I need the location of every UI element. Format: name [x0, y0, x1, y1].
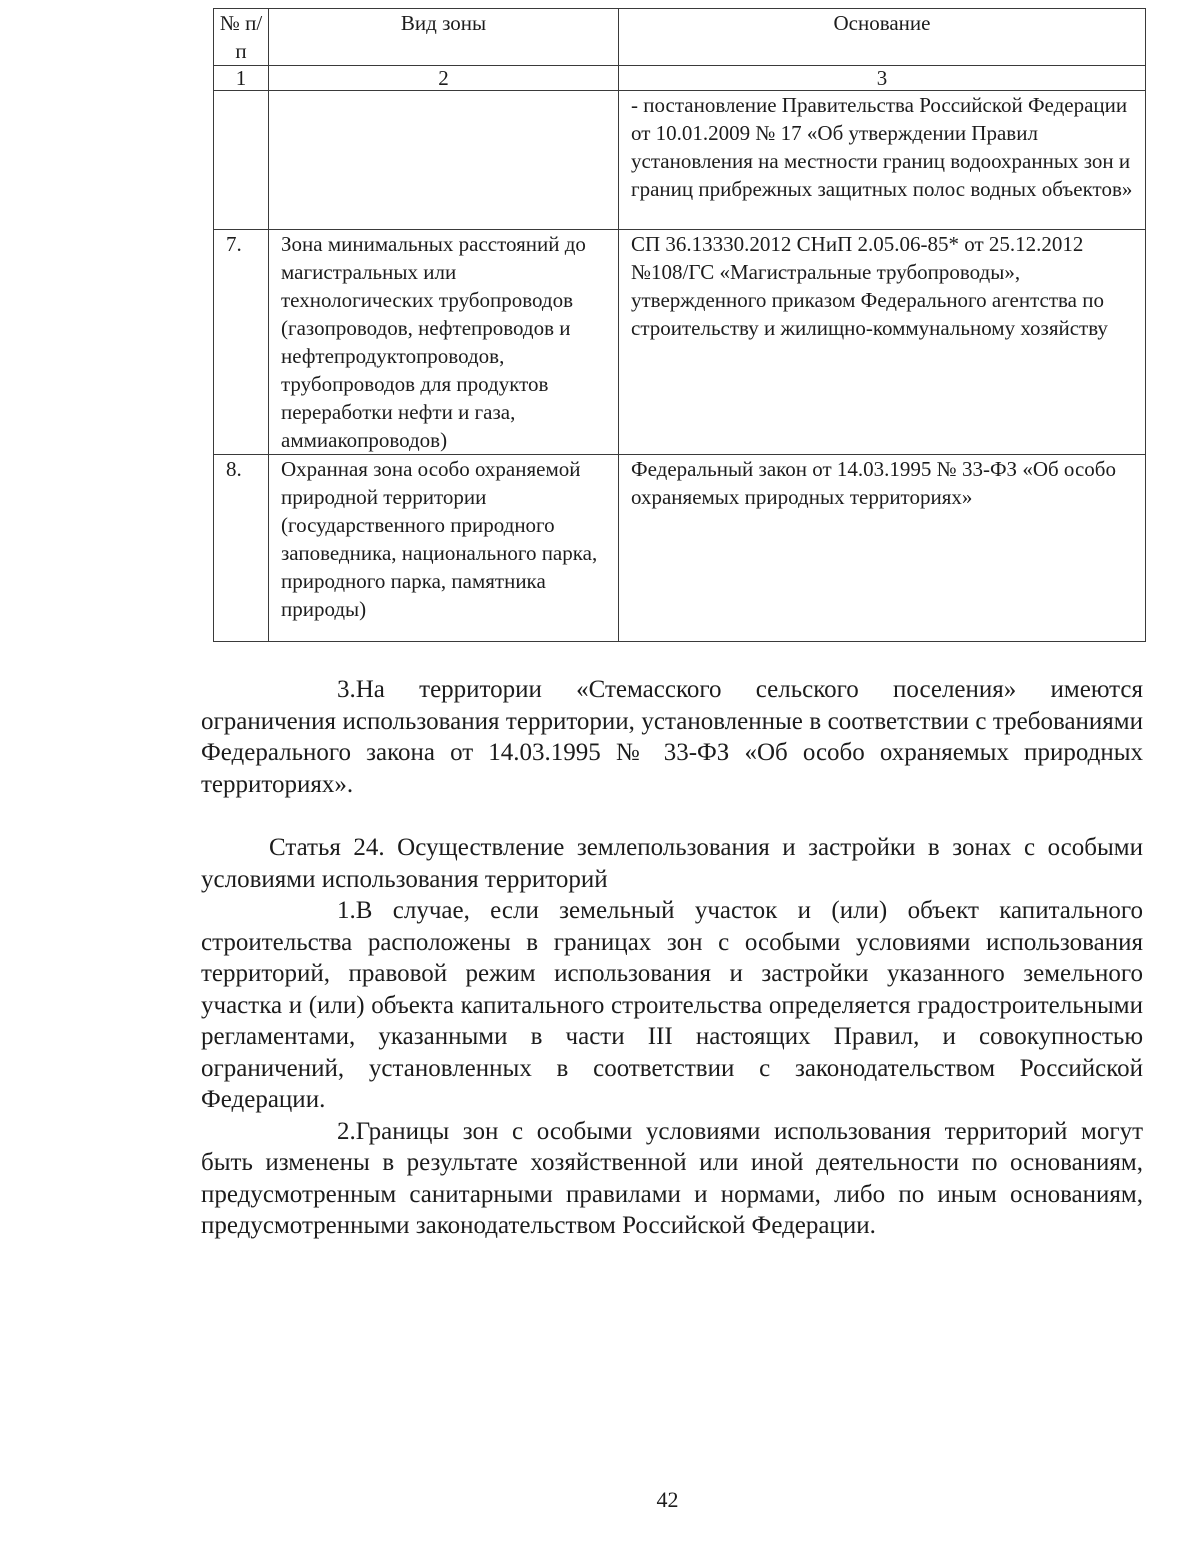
table-row	[214, 455, 1146, 642]
row-basis: СП 36.13330.2012 СНиП 2.05.06-85* от 25.12.2012 №108/ГС «Магистральные трубопроводы», утвержденного приказом Федерального агентства по строительству и жилищно-коммунальному хозяйству	[619, 230, 1146, 455]
article-24-item-2-label: 2.	[337, 1117, 356, 1145]
section-3-label: 3.	[337, 676, 356, 703]
header-number: № п/п	[214, 9, 269, 66]
article-24-item-1	[201, 895, 1143, 1116]
table-row	[214, 91, 1146, 230]
article-24-item-2-text: Границы зон с особыми условиями использования территорий могут быть изменены в результате хозяйственной или иной деятельности по основаниям, предусмотренным санитарными правилами и нормами, либо по иным основаниям, предусмотренными законодательством Российской Федерации.	[201, 1117, 1143, 1239]
zones-table	[213, 8, 1146, 642]
article-24	[201, 832, 1143, 1242]
table-row	[214, 230, 1146, 455]
row-zone-type: Зона минимальных расстояний до магистральных или технологических трубопроводов (газопроводов, нефтепроводов и нефтепродуктопроводов, трубопроводов для продуктов переработки нефти и газа, аммиакопроводов)	[269, 230, 619, 455]
row-number	[214, 91, 269, 230]
section-3	[201, 674, 1143, 800]
article-24-item-1-label: 1.	[337, 897, 356, 924]
section-3-text: На территории «Стемасского сельского поселения» имеются ограничения использования территории, установленные в соответствии с требованиями Федерального закона от 14.03.1995 № 33-ФЗ «Об особо охраняемых природных территориях».	[201, 676, 1143, 798]
article-24-title: Статья 24. Осуществление землепользования и застройки в зонах с особыми условиями использования территорий	[201, 834, 1143, 893]
column-number-3: 3	[619, 66, 1146, 91]
header-zone-type: Вид зоны	[269, 9, 619, 66]
row-basis: Федеральный закон от 14.03.1995 № 33-ФЗ «Об особо охраняемых природных территориях»	[619, 455, 1146, 642]
article-24-item-2	[201, 1116, 1143, 1242]
column-number-1: 1	[214, 66, 269, 91]
section-3-paragraph	[201, 674, 1143, 800]
page-number: 42	[656, 1487, 679, 1512]
table-header-row	[214, 9, 1146, 66]
row-number: 8.	[214, 455, 269, 642]
table-column-numbers-row	[214, 66, 1146, 91]
row-zone-type	[269, 91, 619, 230]
row-zone-type: Охранная зона особо охраняемой природной территории (государственного природного заповедника, национального парка, природного парка, памятника природы)	[269, 455, 619, 642]
article-24-item-1-text: В случае, если земельный участок и (или) объект капитального строительства расположены в границах зон с особыми условиями использования территорий, правовой режим использования и застройки указанного земельного участка и (или) объекта капитального строительства определяется градостроительными регламентами, указанными в части III настоящих Правил, и совокупностью ограничений, установленных в соответствии с законодательством Российской Федерации.	[201, 897, 1143, 1113]
row-number: 7.	[214, 230, 269, 455]
header-basis: Основание	[619, 9, 1146, 66]
column-number-2: 2	[269, 66, 619, 91]
row-basis: - постановление Правительства Российской Федерации от 10.01.2009 № 17 «Об утверждении Правил установления на местности границ водоохранных зон и границ прибрежных защитных полос водных объектов»	[619, 91, 1146, 230]
